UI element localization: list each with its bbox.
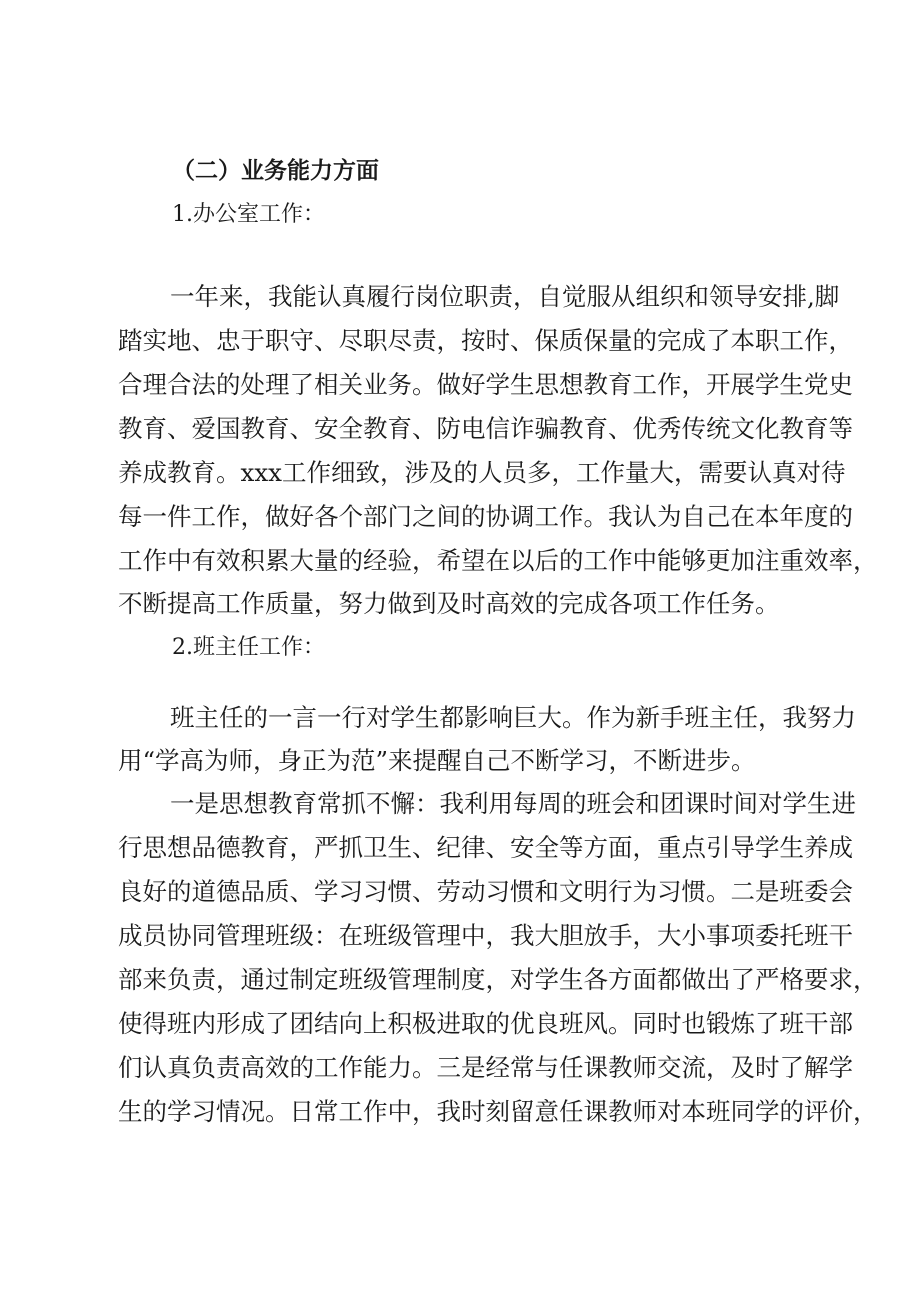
paragraph-line: 养成教育。xxx工作细致，涉及的人员多，工作量大，需要认真对待 xyxy=(118,458,846,487)
office-work-title: 1.办公室工作： xyxy=(172,202,325,227)
head-teacher-work-title: 2.班主任工作： xyxy=(172,635,325,660)
paragraph-line: 们认真负责高效的工作能力。三是经常与任课教师交流，及时了解学 xyxy=(118,1053,853,1082)
paragraph-line: 踏实地、忠于职守、尽职尽责，按时、保质保量的完成了本职工作， xyxy=(118,326,853,355)
paragraph-line: 每一件工作，做好各个部门之间的协调工作。我认为自己在本年度的 xyxy=(118,502,853,531)
section-heading: （二）业务能力方面 xyxy=(172,158,379,184)
paragraph-line: 工作中有效积累大量的经验，希望在以后的工作中能够更加注重效率， xyxy=(118,546,878,575)
paragraph-line: 一年来，我能认真履行岗位职责，自觉服从组织和领导安排,脚 xyxy=(170,282,840,311)
paragraph-line: 用“学高为师，身正为范”来提醒自己不断学习，不断进步。 xyxy=(118,746,756,775)
paragraph-line: 一是思想教育常抓不懈：我利用每周的班会和团课时间对学生进 xyxy=(170,789,856,818)
paragraph-line: 行思想品德教育，严抓卫生、纪律、安全等方面，重点引导学生养成 xyxy=(118,833,853,862)
paragraph-line: 班主任的一言一行对学生都影响巨大。作为新手班主任，我努力 xyxy=(170,703,856,732)
paragraph-line: 使得班内形成了团结向上积极进取的优良班风。同时也锻炼了班干部 xyxy=(118,1009,853,1038)
paragraph-line: 成员协同管理班级：在班级管理中，我大胆放手，大小事项委托班干 xyxy=(118,921,853,950)
paragraph-line: 生的学习情况。日常工作中，我时刻留意任课教师对本班同学的评价， xyxy=(118,1097,878,1126)
paragraph-line: 不断提高工作质量，努力做到及时高效的完成各项工作任务。 xyxy=(118,589,780,618)
paragraph-line: 教育、爱国教育、安全教育、防电信诈骗教育、优秀传统文化教育等 xyxy=(118,414,853,443)
paragraph-line: 部来负责，通过制定班级管理制度，对学生各方面都做出了严格要求， xyxy=(118,965,878,994)
paragraph-line: 合理合法的处理了相关业务。做好学生思想教育工作，开展学生党史 xyxy=(118,370,853,399)
paragraph-line: 良好的道德品质、学习习惯、劳动习惯和文明行为习惯。二是班委会 xyxy=(118,877,853,906)
